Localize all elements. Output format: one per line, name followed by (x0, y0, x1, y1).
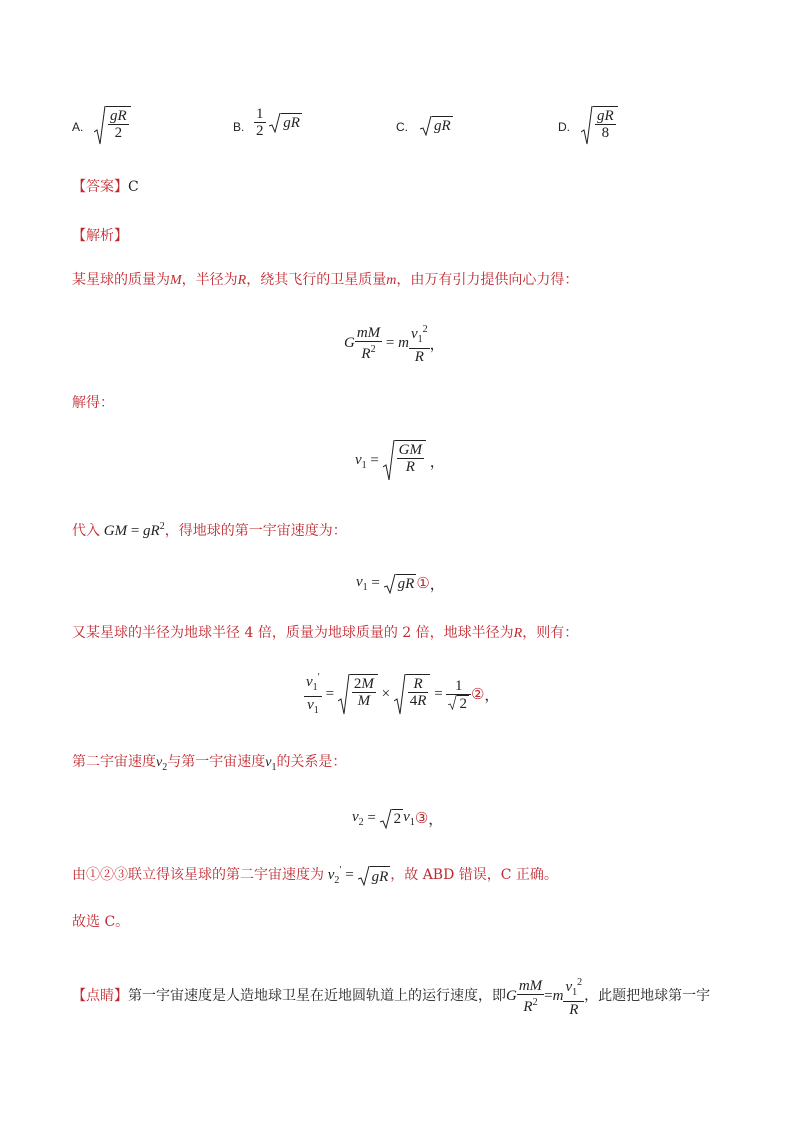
equation-v1-earth: $v_1$ = gR ①， (356, 574, 445, 593)
answer-line (72, 178, 139, 196)
tip-line: 【点睛】第一宇宙速度是人造地球卫星在近地圆轨道上的运行速度，即G $\frac{mM}{R^2}$ =m $\frac{v_1^2}{R}$ ，此题把地球第一宇 (72, 977, 711, 1018)
analysis-tag: 【解析】 (72, 228, 128, 244)
paragraph-1: 某星球的质量为M，半径为R，绕其飞行的卫星质量m，由万有引力提供向心力得： (72, 272, 579, 288)
radical-icon (94, 106, 106, 146)
solve-label: 解得： (72, 395, 114, 411)
equation-gravity: G $\frac{mM}{R^2}$ = m $\frac{v_1^2}{R}$ ， (344, 324, 445, 365)
answer-value: C (128, 179, 139, 195)
option-a-label: A. (72, 120, 84, 134)
option-b-label: B. (233, 120, 245, 134)
option-d-label: D. (558, 120, 570, 134)
paragraph-6: 由①②③联立得该星球的第二宇宙速度为 $v_2'$ = gR ，故 ABD 错误，C 正确。 (72, 865, 558, 886)
option-a-expr: $\frac{gR}{2}$ (94, 106, 131, 146)
equation-v2: $v_2$ = 2 $v_1③$， (352, 809, 444, 828)
option-c-expr: gR (420, 116, 453, 136)
substitution-line: 代入 GM = $gR^2$，得地球的第一宇宙速度为： (72, 521, 347, 539)
equation-ratio: $\frac{v_1'}{v_1}$ = $\frac{2M}{M}$ × $\frac{R}{4R}$ = $\frac{1}{2}$ ②， (306, 672, 500, 716)
equation-v1: $v_1$ = $\frac{GM}{R}$ ， (355, 440, 445, 482)
conclusion-line: 故选 C。 (72, 914, 130, 930)
option-d-expr: $\frac{gR}{8}$ (581, 106, 618, 146)
option-b-expr: $\frac{1}{2}$ gR (256, 106, 300, 139)
answer-tag: 【答案】 (72, 179, 128, 195)
paragraph-5: 第二宇宙速度$v_2$与第一宇宙速度$v_1$的关系是： (72, 754, 347, 773)
paragraph-4: 又某星球的半径为地球半径 4 倍，质量为地球质量的 2 倍，地球半径为R，则有： (72, 625, 579, 641)
option-c-label: C. (396, 120, 408, 134)
